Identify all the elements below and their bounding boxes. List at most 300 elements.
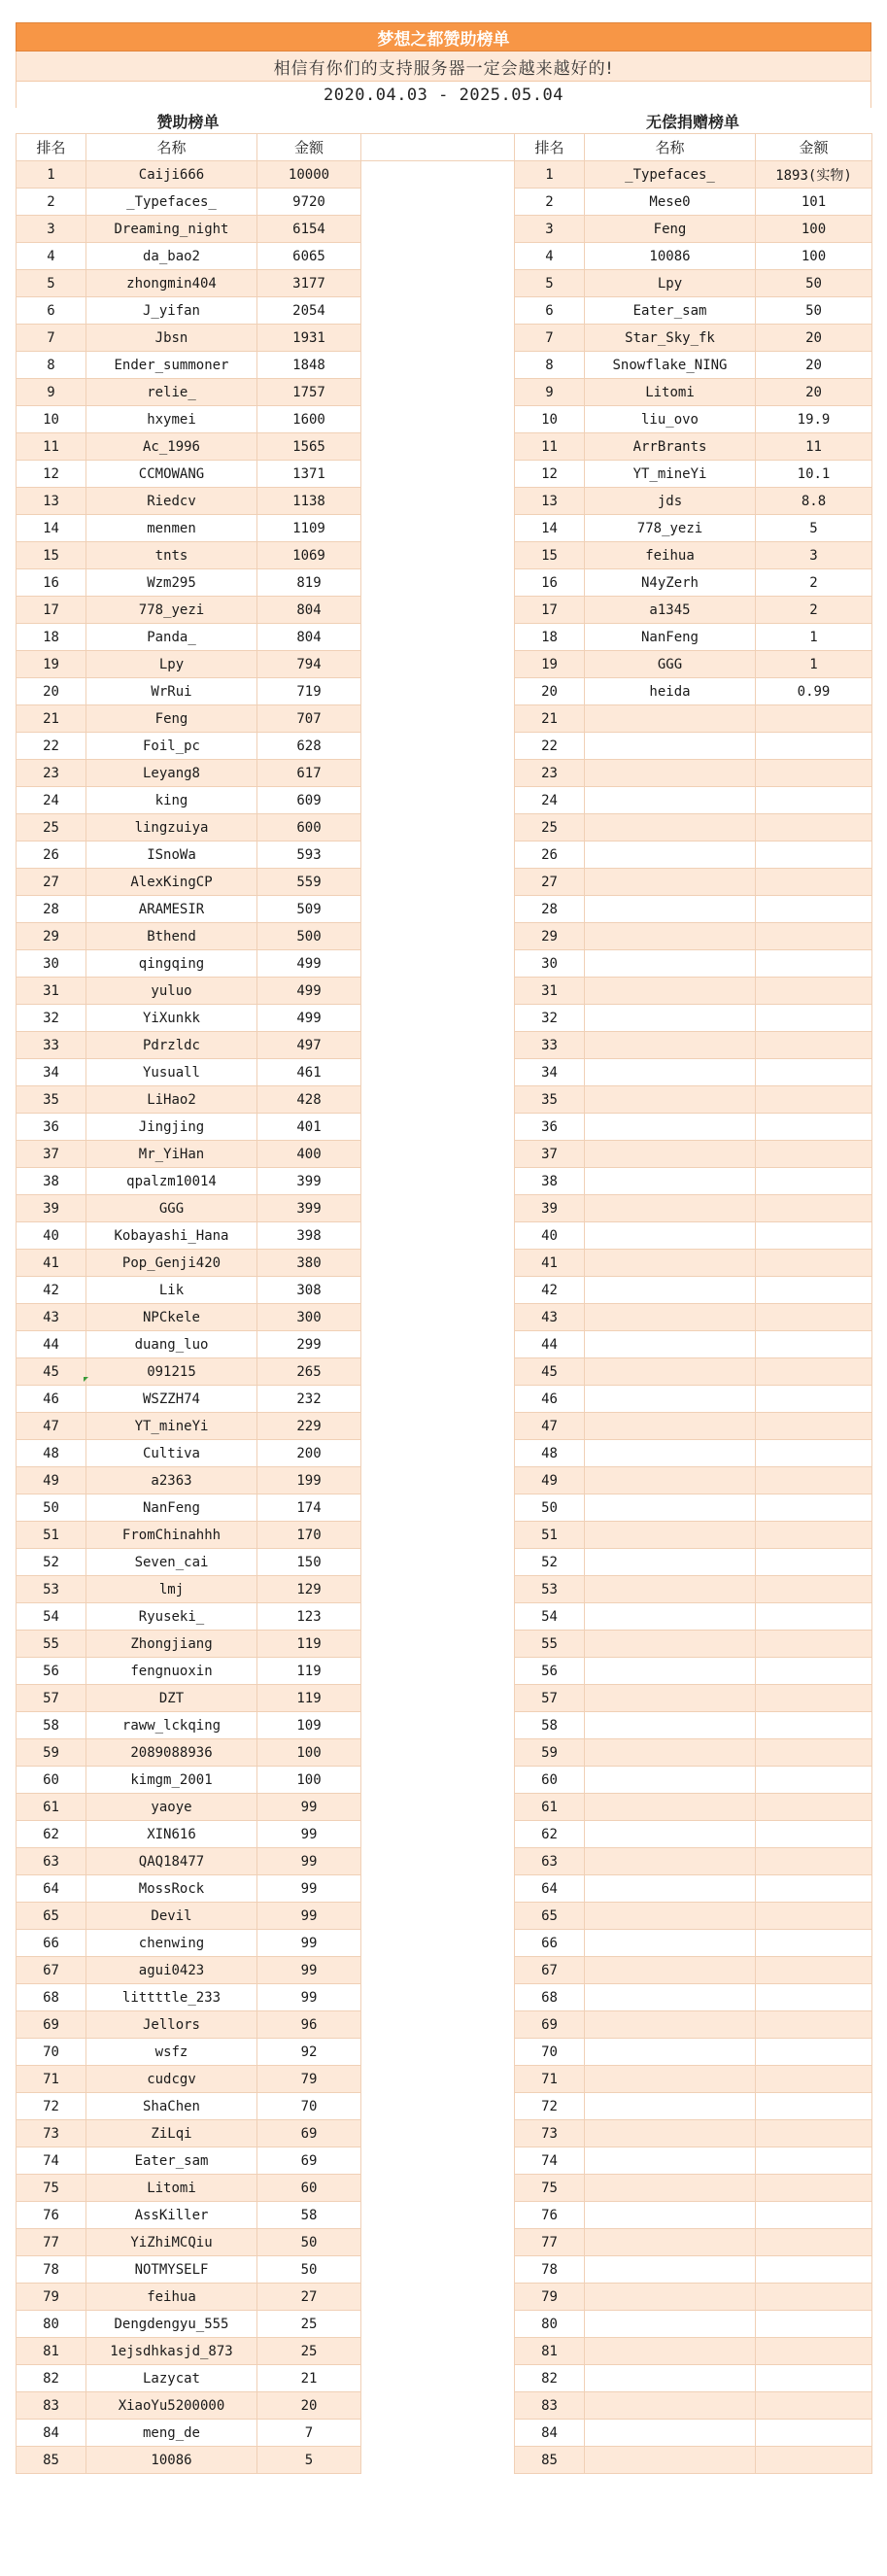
table-row bbox=[17, 1658, 872, 1685]
gift-amount-cell bbox=[756, 1685, 872, 1712]
sponsor-name-cell: Cultiva bbox=[86, 1440, 257, 1467]
sponsor-rank-cell: 66 bbox=[17, 1930, 86, 1957]
sponsor-amount-cell: 50 bbox=[257, 2229, 361, 2256]
sponsor-rank-cell: 83 bbox=[17, 2392, 86, 2420]
sponsor-amount-cell: 170 bbox=[257, 1522, 361, 1549]
spacer-cell bbox=[361, 1386, 515, 1413]
gift-name-cell bbox=[585, 2229, 756, 2256]
spacer-cell bbox=[361, 1794, 515, 1821]
sponsor-amount-cell: 70 bbox=[257, 2093, 361, 2120]
sponsor-rank-cell: 45 bbox=[17, 1358, 86, 1386]
gift-name-cell bbox=[585, 841, 756, 869]
spacer-cell bbox=[361, 841, 515, 869]
sponsor-amount-cell: 9720 bbox=[257, 189, 361, 216]
gift-amount-cell: 11 bbox=[756, 433, 872, 461]
sponsor-name-cell: AlexKingCP bbox=[86, 869, 257, 896]
gift-amount-cell bbox=[756, 1767, 872, 1794]
sponsor-name-cell: Jingjing bbox=[86, 1114, 257, 1141]
gift-amount-cell bbox=[756, 787, 872, 814]
gift-rank-cell: 29 bbox=[515, 923, 585, 950]
sponsor-amount-cell: 1757 bbox=[257, 379, 361, 406]
gift-rank-cell: 10 bbox=[515, 406, 585, 433]
sponsor-name-cell: Jbsn bbox=[86, 325, 257, 352]
spacer-cell bbox=[361, 2093, 515, 2120]
table-row bbox=[17, 678, 872, 705]
spacer-cell bbox=[361, 2256, 515, 2284]
gift-name-cell: Litomi bbox=[585, 379, 756, 406]
gift-amount-cell bbox=[756, 1141, 872, 1168]
sponsor-name-cell: ARAMESIR bbox=[86, 896, 257, 923]
sponsor-rank-cell: 4 bbox=[17, 243, 86, 270]
gift-rank-cell: 72 bbox=[515, 2093, 585, 2120]
gift-name-cell bbox=[585, 1739, 756, 1767]
sponsor-name-cell: NanFeng bbox=[86, 1494, 257, 1522]
date-range: 2020.04.03 - 2025.05.04 bbox=[16, 82, 871, 108]
gift-amount-cell bbox=[756, 1086, 872, 1114]
gift-rank-cell: 1 bbox=[515, 161, 585, 189]
spacer-cell bbox=[361, 1032, 515, 1059]
gift-amount-cell bbox=[756, 1984, 872, 2011]
gift-rank-cell: 78 bbox=[515, 2256, 585, 2284]
sponsor-name-cell: Jellors bbox=[86, 2011, 257, 2039]
gift-rank-cell: 19 bbox=[515, 651, 585, 678]
table-row bbox=[17, 1848, 872, 1875]
gift-amount-cell: 2 bbox=[756, 569, 872, 597]
gift-amount-cell: 20 bbox=[756, 379, 872, 406]
spacer-cell bbox=[361, 1875, 515, 1903]
sponsor-rank-cell: 70 bbox=[17, 2039, 86, 2066]
gift-rank-cell: 6 bbox=[515, 297, 585, 325]
sponsor-rank-cell: 25 bbox=[17, 814, 86, 841]
sponsor-name-cell: Foil_pc bbox=[86, 733, 257, 760]
spacer-cell bbox=[361, 297, 515, 325]
gift-name-cell bbox=[585, 2202, 756, 2229]
table-row bbox=[17, 2011, 872, 2039]
sponsor-rank-cell: 31 bbox=[17, 978, 86, 1005]
sponsor-amount-cell: 380 bbox=[257, 1250, 361, 1277]
table-row bbox=[17, 1739, 872, 1767]
table-row bbox=[17, 1195, 872, 1222]
gift-rank-cell: 42 bbox=[515, 1277, 585, 1304]
gift-rank-cell: 20 bbox=[515, 678, 585, 705]
sponsor-rank-cell: 12 bbox=[17, 461, 86, 488]
gift-amount-cell bbox=[756, 1875, 872, 1903]
gift-name-cell bbox=[585, 1794, 756, 1821]
sponsor-name-cell: ISnoWa bbox=[86, 841, 257, 869]
gift-amount-cell bbox=[756, 1957, 872, 1984]
sponsor-amount-cell: 99 bbox=[257, 1794, 361, 1821]
gift-name-cell: liu_ovo bbox=[585, 406, 756, 433]
gift-rank-cell: 11 bbox=[515, 433, 585, 461]
gift-rank-cell: 24 bbox=[515, 787, 585, 814]
gift-name-cell: jds bbox=[585, 488, 756, 515]
sponsor-name-cell: CCMOWANG bbox=[86, 461, 257, 488]
gift-name-cell bbox=[585, 1032, 756, 1059]
gift-rank-cell: 22 bbox=[515, 733, 585, 760]
table-row bbox=[17, 1386, 872, 1413]
gift-name-cell bbox=[585, 733, 756, 760]
gift-name-cell bbox=[585, 1685, 756, 1712]
gift-name-cell: Feng bbox=[585, 216, 756, 243]
sponsor-name-cell: YiXunkk bbox=[86, 1005, 257, 1032]
table-row bbox=[17, 1413, 872, 1440]
comment-marker-icon bbox=[84, 1377, 88, 1382]
spacer-cell bbox=[361, 2447, 515, 2474]
sponsor-rank-cell: 76 bbox=[17, 2202, 86, 2229]
sponsor-name-cell: DZT bbox=[86, 1685, 257, 1712]
sponsor-amount-cell: 707 bbox=[257, 705, 361, 733]
gift-amount-cell bbox=[756, 1440, 872, 1467]
sponsor-amount-cell: 232 bbox=[257, 1386, 361, 1413]
sponsor-amount-cell: 199 bbox=[257, 1467, 361, 1494]
sponsor-amount-cell: 265 bbox=[257, 1358, 361, 1386]
sponsor-rank-cell: 22 bbox=[17, 733, 86, 760]
table-row bbox=[17, 1032, 872, 1059]
sponsor-amount-cell: 719 bbox=[257, 678, 361, 705]
sponsor-name-cell: Panda_ bbox=[86, 624, 257, 651]
sponsor-name-cell: king bbox=[86, 787, 257, 814]
sponsor-amount-cell: 60 bbox=[257, 2175, 361, 2202]
table-row bbox=[17, 2365, 872, 2392]
table-row bbox=[17, 297, 872, 325]
gift-rank-cell: 58 bbox=[515, 1712, 585, 1739]
section-titles bbox=[16, 108, 871, 133]
table-row bbox=[17, 270, 872, 297]
table-row bbox=[17, 1114, 872, 1141]
gift-rank-cell: 4 bbox=[515, 243, 585, 270]
sponsor-name-cell: XIN616 bbox=[86, 1821, 257, 1848]
spacer-cell bbox=[361, 1358, 515, 1386]
sponsor-amount-cell: 609 bbox=[257, 787, 361, 814]
sponsor-rank-cell: 6 bbox=[17, 297, 86, 325]
gift-name-cell bbox=[585, 923, 756, 950]
spacer-cell bbox=[361, 1631, 515, 1658]
sponsor-amount-cell: 1848 bbox=[257, 352, 361, 379]
table-row bbox=[17, 1576, 872, 1603]
table-row bbox=[17, 2229, 872, 2256]
sponsor-rank-cell: 68 bbox=[17, 1984, 86, 2011]
table-row bbox=[17, 1522, 872, 1549]
sponsor-name-cell: relie_ bbox=[86, 379, 257, 406]
sponsor-amount-cell: 7 bbox=[257, 2420, 361, 2447]
spacer-cell bbox=[361, 1685, 515, 1712]
spacer-cell bbox=[361, 2420, 515, 2447]
gift-name-cell bbox=[585, 1549, 756, 1576]
table-row bbox=[17, 1304, 872, 1331]
gift-rank-cell: 37 bbox=[515, 1141, 585, 1168]
sponsor-name-cell: WSZZH74 bbox=[86, 1386, 257, 1413]
spacer-cell bbox=[361, 1930, 515, 1957]
sponsor-rank-cell: 1 bbox=[17, 161, 86, 189]
sponsor-amount-cell: 499 bbox=[257, 950, 361, 978]
spacer-cell bbox=[361, 733, 515, 760]
spacer-cell bbox=[361, 624, 515, 651]
sponsor-name-cell: yuluo bbox=[86, 978, 257, 1005]
spacer-cell bbox=[361, 1522, 515, 1549]
gift-amount-cell: 3 bbox=[756, 542, 872, 569]
spacer-cell bbox=[361, 1250, 515, 1277]
gift-name-cell bbox=[585, 1494, 756, 1522]
sponsor-amount-cell: 100 bbox=[257, 1739, 361, 1767]
table-row bbox=[17, 705, 872, 733]
sponsor-rank-cell: 57 bbox=[17, 1685, 86, 1712]
gift-rank-cell: 71 bbox=[515, 2066, 585, 2093]
gift-rank-cell: 52 bbox=[515, 1549, 585, 1576]
sponsor-name-cell: AssKiller bbox=[86, 2202, 257, 2229]
spacer-cell bbox=[361, 2120, 515, 2147]
sponsor-name-cell: a2363 bbox=[86, 1467, 257, 1494]
gift-amount-cell bbox=[756, 1168, 872, 1195]
gift-rank-cell: 76 bbox=[515, 2202, 585, 2229]
sponsor-rank-cell: 62 bbox=[17, 1821, 86, 1848]
sponsor-amount-cell: 428 bbox=[257, 1086, 361, 1114]
sponsor-name-cell: YiZhiMCQiu bbox=[86, 2229, 257, 2256]
gift-name-cell bbox=[585, 1141, 756, 1168]
gift-rank-cell: 67 bbox=[515, 1957, 585, 1984]
sponsor-rank-cell: 73 bbox=[17, 2120, 86, 2147]
spacer-cell bbox=[361, 1467, 515, 1494]
table-row bbox=[17, 2202, 872, 2229]
gift-name-cell: feihua bbox=[585, 542, 756, 569]
gift-amount-cell bbox=[756, 1032, 872, 1059]
sponsor-rank-cell: 18 bbox=[17, 624, 86, 651]
gift-amount-cell bbox=[756, 1005, 872, 1032]
gift-amount-cell bbox=[756, 1712, 872, 1739]
gift-amount-cell bbox=[756, 814, 872, 841]
sponsor-name-cell: qingqing bbox=[86, 950, 257, 978]
spacer-cell bbox=[361, 923, 515, 950]
spacer-cell bbox=[361, 243, 515, 270]
spacer-cell bbox=[361, 1222, 515, 1250]
gift-rank-cell: 35 bbox=[515, 1086, 585, 1114]
table-row bbox=[17, 1005, 872, 1032]
sponsor-name-cell: feihua bbox=[86, 2284, 257, 2311]
sponsor-rank-cell: 46 bbox=[17, 1386, 86, 1413]
sponsor-amount-cell: 300 bbox=[257, 1304, 361, 1331]
sponsor-amount-cell: 99 bbox=[257, 1957, 361, 1984]
gift-name-cell bbox=[585, 2147, 756, 2175]
gift-rank-cell: 33 bbox=[515, 1032, 585, 1059]
gift-name-cell: ArrBrants bbox=[585, 433, 756, 461]
sponsor-rank-cell: 23 bbox=[17, 760, 86, 787]
gift-name-cell bbox=[585, 1603, 756, 1631]
gift-name-cell: YT_mineYi bbox=[585, 461, 756, 488]
spacer-cell bbox=[361, 216, 515, 243]
table-row bbox=[17, 651, 872, 678]
gift-amount-cell bbox=[756, 2175, 872, 2202]
sponsor-rank-cell: 39 bbox=[17, 1195, 86, 1222]
gift-name-cell bbox=[585, 1467, 756, 1494]
sponsor-name-header: 名称 bbox=[86, 134, 257, 161]
gift-rank-cell: 82 bbox=[515, 2365, 585, 2392]
sponsor-amount-cell: 308 bbox=[257, 1277, 361, 1304]
table-row bbox=[17, 896, 872, 923]
sponsor-amount-cell: 794 bbox=[257, 651, 361, 678]
sponsor-name-cell: GGG bbox=[86, 1195, 257, 1222]
spacer-cell bbox=[361, 1413, 515, 1440]
spacer-cell bbox=[361, 1494, 515, 1522]
spacer-cell bbox=[361, 488, 515, 515]
gift-name-cell bbox=[585, 2392, 756, 2420]
sponsor-name-cell: kimgm_2001 bbox=[86, 1767, 257, 1794]
sponsor-rank-header: 排名 bbox=[17, 134, 86, 161]
gift-amount-cell bbox=[756, 1331, 872, 1358]
sponsor-rank-cell: 43 bbox=[17, 1304, 86, 1331]
gift-rank-cell: 75 bbox=[515, 2175, 585, 2202]
sponsor-amount-cell: 1565 bbox=[257, 433, 361, 461]
sponsor-amount-cell: 1069 bbox=[257, 542, 361, 569]
gift-rank-cell: 40 bbox=[515, 1222, 585, 1250]
spacer-cell bbox=[361, 678, 515, 705]
gift-name-cell bbox=[585, 1195, 756, 1222]
sponsor-section-title: 赞助榜单 bbox=[156, 112, 220, 131]
gift-amount-cell bbox=[756, 1059, 872, 1086]
sponsor-rank-cell: 75 bbox=[17, 2175, 86, 2202]
gift-rank-cell: 46 bbox=[515, 1386, 585, 1413]
sponsor-name-cell: cudcgv bbox=[86, 2066, 257, 2093]
table-row bbox=[17, 1957, 872, 1984]
sponsor-rank-cell: 79 bbox=[17, 2284, 86, 2311]
gift-amount-cell: 19.9 bbox=[756, 406, 872, 433]
gift-amount-cell bbox=[756, 1522, 872, 1549]
gift-name-cell bbox=[585, 1930, 756, 1957]
gift-name-cell bbox=[585, 2093, 756, 2120]
sponsor-amount-cell: 804 bbox=[257, 597, 361, 624]
sponsor-name-cell: Yusuall bbox=[86, 1059, 257, 1086]
sponsor-amount-cell: 100 bbox=[257, 1767, 361, 1794]
table-row bbox=[17, 1467, 872, 1494]
gift-rank-cell: 2 bbox=[515, 189, 585, 216]
gift-amount-cell: 100 bbox=[756, 243, 872, 270]
spacer-cell bbox=[361, 2147, 515, 2175]
sponsor-rank-cell: 7 bbox=[17, 325, 86, 352]
gift-name-cell bbox=[585, 1631, 756, 1658]
spacer-cell bbox=[361, 2338, 515, 2365]
table-row bbox=[17, 2093, 872, 2120]
spacer-cell bbox=[361, 515, 515, 542]
table-row bbox=[17, 1767, 872, 1794]
gift-amount-cell bbox=[756, 2338, 872, 2365]
sponsor-name-cell: 778_yezi bbox=[86, 597, 257, 624]
sponsor-name-cell: duang_luo bbox=[86, 1331, 257, 1358]
sponsor-name-cell: lmj bbox=[86, 1576, 257, 1603]
sponsor-amount-cell: 1600 bbox=[257, 406, 361, 433]
sponsor-name-cell: fengnuoxin bbox=[86, 1658, 257, 1685]
sponsor-rank-cell: 65 bbox=[17, 1903, 86, 1930]
gift-amount-cell: 8.8 bbox=[756, 488, 872, 515]
gift-amount-cell bbox=[756, 950, 872, 978]
sponsor-name-cell: hxymei bbox=[86, 406, 257, 433]
gift-amount-cell bbox=[756, 2420, 872, 2447]
gift-rank-cell: 38 bbox=[515, 1168, 585, 1195]
spacer-cell bbox=[361, 1168, 515, 1195]
table-row bbox=[17, 1086, 872, 1114]
gift-rank-cell: 65 bbox=[515, 1903, 585, 1930]
gift-rank-cell: 30 bbox=[515, 950, 585, 978]
gift-rank-cell: 77 bbox=[515, 2229, 585, 2256]
table-row bbox=[17, 1358, 872, 1386]
sponsor-amount-cell: 69 bbox=[257, 2120, 361, 2147]
table-row bbox=[17, 2420, 872, 2447]
section-spacer bbox=[360, 108, 514, 133]
spacer-cell bbox=[361, 787, 515, 814]
sponsor-name-cell: agui0423 bbox=[86, 1957, 257, 1984]
gift-name-cell: GGG bbox=[585, 651, 756, 678]
sponsor-name-cell: da_bao2 bbox=[86, 243, 257, 270]
gift-rank-cell: 13 bbox=[515, 488, 585, 515]
sponsor-name-cell: Riedcv bbox=[86, 488, 257, 515]
sponsor-name-cell: ShaChen bbox=[86, 2093, 257, 2120]
gift-rank-cell: 26 bbox=[515, 841, 585, 869]
spacer-cell bbox=[361, 569, 515, 597]
sponsor-name-cell: FromChinahhh bbox=[86, 1522, 257, 1549]
gift-name-cell bbox=[585, 1304, 756, 1331]
gift-rank-cell: 25 bbox=[515, 814, 585, 841]
gift-name-cell bbox=[585, 2365, 756, 2392]
gift-amount-cell: 50 bbox=[756, 297, 872, 325]
table-row bbox=[17, 950, 872, 978]
gift-name-cell: a1345 bbox=[585, 597, 756, 624]
table-row bbox=[17, 597, 872, 624]
leaderboard-body bbox=[17, 161, 872, 2474]
sponsor-name-cell: LiHao2 bbox=[86, 1086, 257, 1114]
gift-rank-cell: 15 bbox=[515, 542, 585, 569]
sponsor-rank-cell: 26 bbox=[17, 841, 86, 869]
gift-name-cell bbox=[585, 1522, 756, 1549]
gift-rank-cell: 32 bbox=[515, 1005, 585, 1032]
gift-amount-cell bbox=[756, 1903, 872, 1930]
gift-amount-cell bbox=[756, 869, 872, 896]
spacer-cell bbox=[361, 2392, 515, 2420]
sponsor-amount-cell: 1138 bbox=[257, 488, 361, 515]
spacer-cell bbox=[361, 2365, 515, 2392]
gift-rank-cell: 41 bbox=[515, 1250, 585, 1277]
leaderboard-table bbox=[16, 133, 872, 2474]
sponsor-amount-cell: 109 bbox=[257, 1712, 361, 1739]
gift-amount-cell bbox=[756, 2093, 872, 2120]
gift-name-cell bbox=[585, 950, 756, 978]
sponsor-name-cell: Eater_sam bbox=[86, 2147, 257, 2175]
spacer-cell bbox=[361, 2066, 515, 2093]
gift-amount-cell bbox=[756, 2365, 872, 2392]
sponsor-amount-cell: 27 bbox=[257, 2284, 361, 2311]
sponsor-amount-cell: 99 bbox=[257, 1903, 361, 1930]
gift-amount-cell: 20 bbox=[756, 352, 872, 379]
gift-name-cell bbox=[585, 1821, 756, 1848]
sponsor-rank-cell: 63 bbox=[17, 1848, 86, 1875]
table-row bbox=[17, 216, 872, 243]
gift-amount-cell bbox=[756, 2202, 872, 2229]
spreadsheet bbox=[16, 22, 871, 2474]
sponsor-name-cell: 10086 bbox=[86, 2447, 257, 2474]
gift-name-cell bbox=[585, 1168, 756, 1195]
table-row bbox=[17, 488, 872, 515]
gift-name-cell: Eater_sam bbox=[585, 297, 756, 325]
sponsor-amount-cell: 3177 bbox=[257, 270, 361, 297]
gift-amount-cell bbox=[756, 2256, 872, 2284]
page-subtitle: 相信有你们的支持服务器一定会越来越好的! bbox=[16, 52, 871, 82]
spacer-cell bbox=[361, 1549, 515, 1576]
sponsor-name-cell: Kobayashi_Hana bbox=[86, 1222, 257, 1250]
table-row bbox=[17, 2120, 872, 2147]
gift-name-cell bbox=[585, 1903, 756, 1930]
sponsor-name-cell: Devil bbox=[86, 1903, 257, 1930]
sponsor-rank-cell: 11 bbox=[17, 433, 86, 461]
sponsor-rank-cell: 42 bbox=[17, 1277, 86, 1304]
spacer-cell bbox=[361, 1767, 515, 1794]
sponsor-amount-cell: 559 bbox=[257, 869, 361, 896]
table-row bbox=[17, 1250, 872, 1277]
